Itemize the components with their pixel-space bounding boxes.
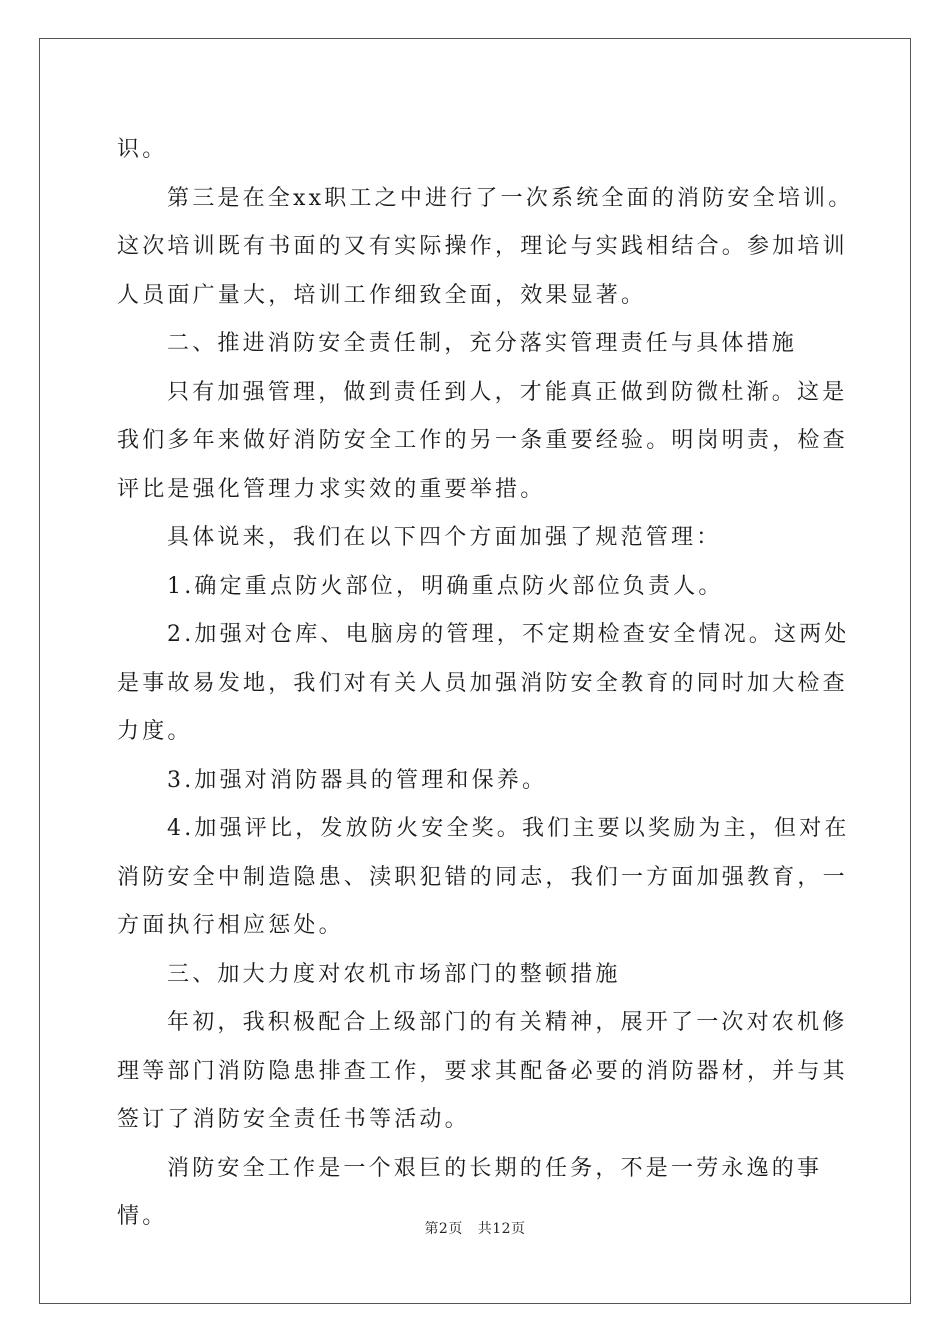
paragraph-1: 识。 xyxy=(117,137,168,162)
list-item-4: 4.加强评比，发放防火安全奖。我们主要以奖励为主，但对在消防安全中制造隐患、渎职犯错的同志，我们一方面加强教育，一方面执行相应惩处。 xyxy=(117,816,850,938)
paragraph-5: 具体说来，我们在以下四个方面加强了规范管理： xyxy=(167,525,722,550)
page-number: 第2页 xyxy=(424,1221,463,1237)
page-footer xyxy=(0,1218,950,1238)
section-heading-2: 二、推进消防安全责任制，充分落实管理责任与具体措施 xyxy=(167,331,798,356)
paragraph-4: 只有加强管理，做到责任到人，才能真正做到防微杜渐。这是我们多年来做好消防安全工作的另一条重要经验。明岗明责，检查评比是强化管理力求实效的重要举措。 xyxy=(117,379,848,502)
document-body xyxy=(117,126,857,1242)
page-total: 共12页 xyxy=(477,1221,526,1237)
section-heading-3: 三、加大力度对农机市场部门的整顿措施 xyxy=(167,961,621,987)
list-item-1: 1.确定重点防火部位，明确重点防火部位负责人。 xyxy=(167,573,724,599)
paragraph-12: 消防安全工作是一个艰巨的长期的任务，不是一劳永逸的事情。 xyxy=(117,1155,823,1229)
list-item-2: 2.加强对仓库、电脑房的管理，不定期检查安全情况。这两处是事故易发地，我们对有关人员加强消防安全教育的同时加大检查力度。 xyxy=(117,622,850,744)
paragraph-2: 第三是在全xx职工之中进行了一次系统全面的消防安全培训。这次培训既有书面的又有实际操作，理论与实践相结合。参加培训人员面广量大，培训工作细致全面，效果显著。 xyxy=(117,185,854,308)
list-item-3: 3.加强对消防器具的管理和保养。 xyxy=(167,767,548,793)
paragraph-11: 年初，我积极配合上级部门的有关精神，展开了一次对农机修理等部门消防隐患排查工作，要求其配备必要的消防器材，并与其签订了消防安全责任书等活动。 xyxy=(117,1010,848,1132)
